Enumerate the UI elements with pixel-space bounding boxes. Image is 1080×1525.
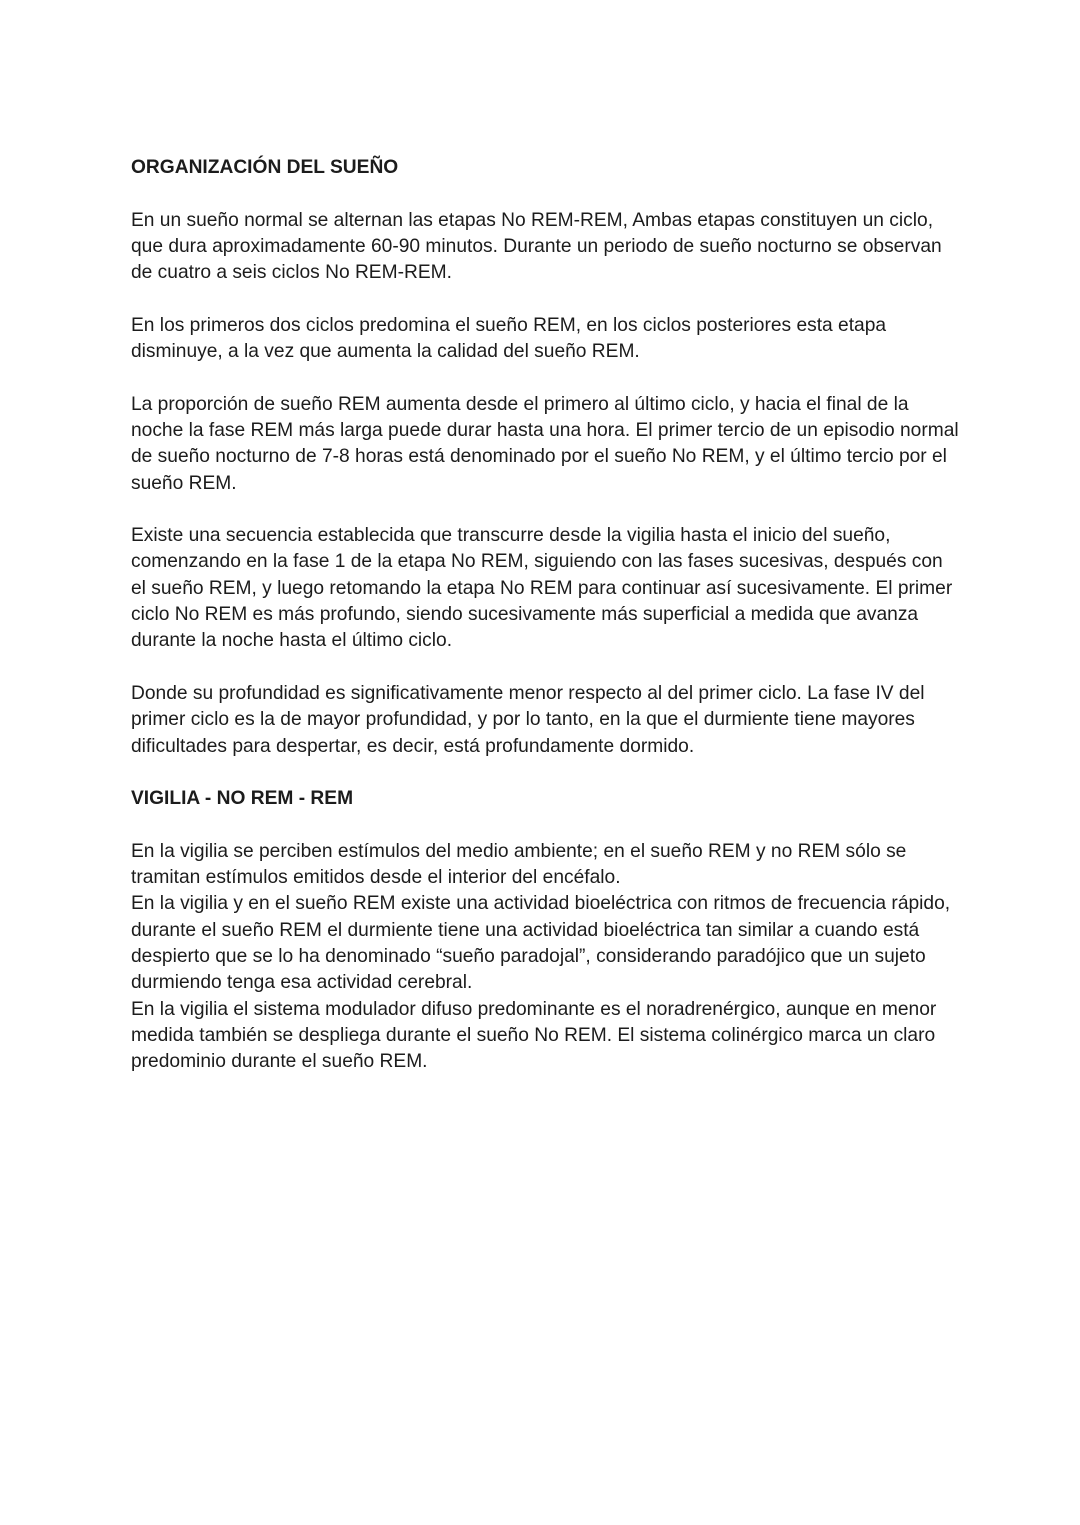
paragraph: En la vigilia se perciben estímulos del medio ambiente; en el sueño REM y no REM sólo se tramitan estímulos emitidos desde el interior del encéfalo. xyxy=(131,840,907,889)
paragraph: En los primeros dos ciclos predomina el sueño REM, en los ciclos posteriores esta etapa disminuye, a la vez que aumenta la calidad del sueño REM. xyxy=(131,314,887,363)
paragraph: En la vigilia y en el sueño REM existe una actividad bioeléctrica con ritmos de frecuencia rápido, durante el sueño REM el durmiente tiene una actividad bioeléctrica tan similar a cuando está despierto que se lo ha denominado “sueño paradojal”, considerando paradójico que un sujeto durmiendo tenga esa actividad cerebral. xyxy=(131,893,951,994)
paragraph: Existe una secuencia establecida que transcurre desde la vigilia hasta el inicio del sueño, comenzando en la fase 1 de la etapa No REM, siguiendo con las fases sucesivas, después con el sueño REM, y luego retomando la etapa No REM para continuar así sucesivamente. El primer ciclo No REM es más profundo, siendo sucesivamente más superficial a medida que avanza durante la noche hasta el último ciclo. xyxy=(131,525,953,652)
section-heading-organizacion: ORGANIZACIÓN DEL SUEÑO xyxy=(131,157,399,178)
paragraph: En la vigilia el sistema modulador difuso predominante es el noradrenérgico, aunque en menor medida también se despliega durante el sueño No REM. El sistema colinérgico marca un claro predominio durante el sueño REM. xyxy=(131,998,937,1073)
paragraph: Donde su profundidad es significativamente menor respecto al del primer ciclo. La fase IV del primer ciclo es la de mayor profundidad, y por lo tanto, en la que el durmiente tiene mayores dificultades para despertar, es decir, está profundamente dormido. xyxy=(131,682,925,757)
section-heading-vigilia: VIGILIA - NO REM - REM xyxy=(131,788,354,810)
document-body xyxy=(131,155,961,1075)
paragraph: En un sueño normal se alternan las etapas No REM-REM, Ambas etapas constituyen un ciclo, que dura aproximadamente 60-90 minutos. Durante un periodo de sueño nocturno se observan de cuatro a seis ciclos No REM-REM. xyxy=(131,209,942,284)
paragraph: La proporción de sueño REM aumenta desde el primero al último ciclo, y hacia el final de la noche la fase REM más larga puede durar hasta una hora. El primer tercio de un episodio normal de sueño nocturno de 7-8 horas está denominado por el sueño No REM, y el último tercio por el sueño REM. xyxy=(131,393,959,494)
